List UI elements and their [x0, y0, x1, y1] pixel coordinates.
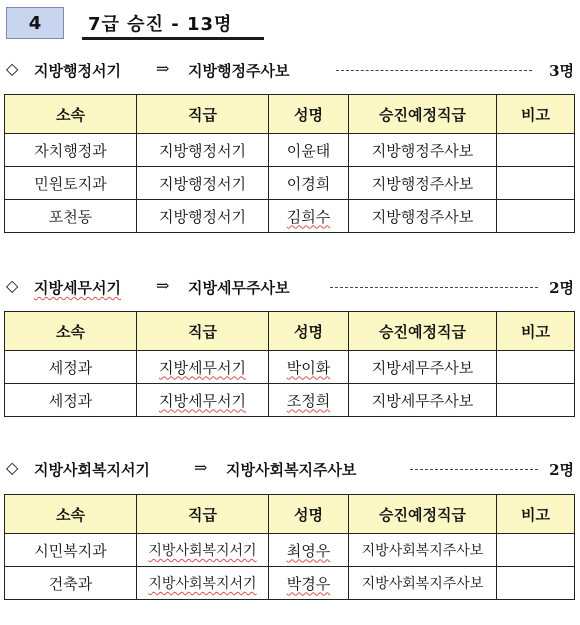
diamond-bullet-icon: ◇ — [6, 59, 19, 78]
col-header-department: 소속 — [5, 312, 137, 351]
table-header-row — [5, 312, 575, 351]
cell-name: 박이화 — [269, 351, 349, 384]
cell-planned-rank: 지방세무주사보 — [349, 351, 497, 384]
cell-name: 최영우 — [269, 534, 349, 567]
arrow-icon: ⇒ — [194, 458, 208, 477]
col-header-department: 소속 — [5, 495, 137, 534]
cell-planned-rank: 지방행정주사보 — [349, 200, 497, 233]
leader-line — [330, 287, 538, 288]
col-header-rank: 직급 — [137, 312, 269, 351]
cell-department: 세정과 — [5, 384, 137, 417]
table-row — [5, 167, 575, 200]
leader-line — [336, 70, 532, 71]
section-from-rank: 지방행정서기 — [34, 62, 121, 80]
cell-name: 조정희 — [269, 384, 349, 417]
section-heading-welfare — [6, 458, 574, 480]
table-row — [5, 384, 575, 417]
table-header-row — [5, 95, 575, 134]
cell-remarks — [497, 384, 575, 417]
col-header-rank: 직급 — [137, 95, 269, 134]
section-to-rank: 지방세무주사보 — [188, 279, 290, 297]
col-header-name: 성명 — [269, 312, 349, 351]
cell-planned-rank: 지방행정주사보 — [349, 167, 497, 200]
section-to-rank: 지방사회복지주사보 — [226, 461, 357, 479]
page-header — [6, 7, 574, 41]
cell-department: 포천동 — [5, 200, 137, 233]
section-count: 3명 — [549, 62, 574, 80]
col-header-planned-rank: 승진예정직급 — [349, 312, 497, 351]
col-header-remarks: 비고 — [497, 495, 575, 534]
col-header-remarks: 비고 — [497, 95, 575, 134]
section-to-rank: 지방행정주사보 — [188, 62, 290, 80]
section-from-rank: 지방세무서기 — [34, 279, 121, 297]
cell-rank: 지방행정서기 — [137, 134, 269, 167]
cell-department: 자치행정과 — [5, 134, 137, 167]
cell-rank: 지방사회복지서기 — [137, 534, 269, 567]
cell-department: 시민복지과 — [5, 534, 137, 567]
cell-name: 이윤태 — [269, 134, 349, 167]
cell-rank: 지방세무서기 — [137, 384, 269, 417]
cell-remarks — [497, 134, 575, 167]
col-header-remarks: 비고 — [497, 312, 575, 351]
cell-department: 건축과 — [5, 567, 137, 600]
cell-rank: 지방행정서기 — [137, 167, 269, 200]
col-header-planned-rank: 승진예정직급 — [349, 495, 497, 534]
section-count: 2명 — [549, 461, 574, 479]
cell-planned-rank: 지방사회복지주사보 — [349, 567, 497, 600]
cell-rank: 지방세무서기 — [137, 351, 269, 384]
cell-rank: 지방행정서기 — [137, 200, 269, 233]
diamond-bullet-icon: ◇ — [6, 276, 19, 295]
cell-rank: 지방사회복지서기 — [137, 567, 269, 600]
title-underline — [82, 37, 264, 40]
cell-remarks — [497, 200, 575, 233]
cell-department: 세정과 — [5, 351, 137, 384]
diamond-bullet-icon: ◇ — [6, 458, 19, 477]
table-row — [5, 567, 575, 600]
roster-table-welfare — [4, 494, 575, 600]
section-heading-tax — [6, 276, 574, 298]
cell-planned-rank: 지방행정주사보 — [349, 134, 497, 167]
roster-table-tax — [4, 311, 575, 417]
col-header-name: 성명 — [269, 495, 349, 534]
cell-remarks — [497, 351, 575, 384]
arrow-icon: ⇒ — [156, 276, 170, 295]
table-header-row — [5, 495, 575, 534]
arrow-icon: ⇒ — [156, 59, 170, 78]
section-heading-admin — [6, 59, 574, 81]
roster-table-admin — [4, 94, 575, 233]
cell-planned-rank: 지방사회복지주사보 — [349, 534, 497, 567]
cell-department: 민원토지과 — [5, 167, 137, 200]
cell-planned-rank: 지방세무주사보 — [349, 384, 497, 417]
cell-name: 이경희 — [269, 167, 349, 200]
cell-name: 김희수 — [269, 200, 349, 233]
page-title: 7급 승진 - 13명 — [88, 14, 233, 35]
col-header-name: 성명 — [269, 95, 349, 134]
cell-name: 박경우 — [269, 567, 349, 600]
cell-remarks — [497, 534, 575, 567]
section-number-badge: 4 — [6, 7, 64, 39]
col-header-department: 소속 — [5, 95, 137, 134]
section-from-rank: 지방사회복지서기 — [34, 461, 150, 479]
cell-remarks — [497, 167, 575, 200]
table-row — [5, 351, 575, 384]
leader-line — [410, 469, 538, 470]
table-row — [5, 534, 575, 567]
cell-remarks — [497, 567, 575, 600]
col-header-planned-rank: 승진예정직급 — [349, 95, 497, 134]
section-count: 2명 — [549, 279, 574, 297]
table-row — [5, 134, 575, 167]
col-header-rank: 직급 — [137, 495, 269, 534]
table-row — [5, 200, 575, 233]
